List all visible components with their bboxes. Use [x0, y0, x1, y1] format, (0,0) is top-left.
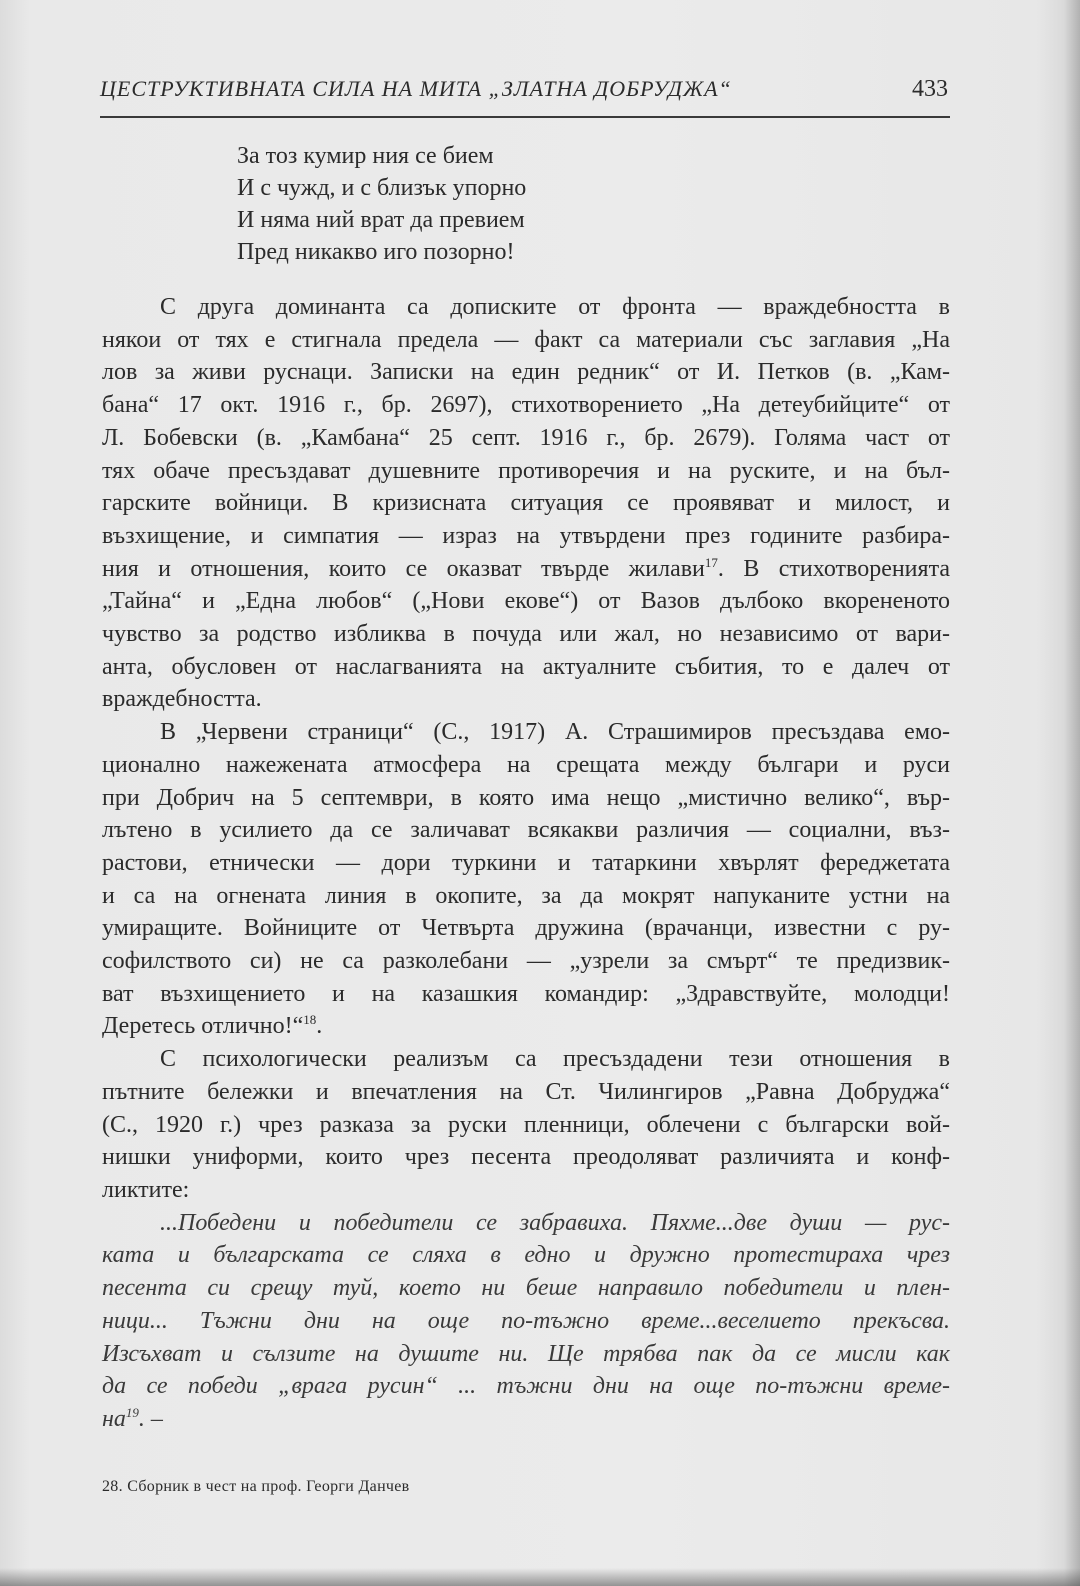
text-segment: ния и отношения, които се оказват твърде жилави — [102, 555, 705, 582]
text-line: враждебността. — [102, 686, 262, 713]
text-line: тях обаче пресъздават душевните противоречия и на руските, и на бъл- — [102, 457, 950, 484]
text-line: С друга доминанта са дописките от фронта — враждебността в — [160, 294, 950, 320]
text-line — [102, 553, 950, 586]
text-segment: на — [102, 1405, 126, 1432]
text-segment: . — [316, 1013, 323, 1040]
text-line: софилството си) не са разколебани — „узрели за смърт“ те предизвик- — [102, 948, 950, 975]
paragraph-2 — [102, 716, 950, 1043]
text-line: умиращите. Войниците от Четвърта дружина (врачанци, известни с ру- — [102, 915, 950, 942]
verse-line: И с чужд, и с близък упорно — [237, 175, 527, 201]
text-line: С психологически реализъм са пресъздадени тези отношения в — [160, 1046, 950, 1073]
running-header — [100, 72, 950, 118]
text-line: пътните бележки и впечатления на Ст. Чилингиров „Равна Добруджа“ — [102, 1078, 950, 1105]
text-line — [102, 1010, 950, 1043]
text-line: бана“ 17 окт. 1916 г., бр. 2697), стихотворението „На детеубийците“ от — [102, 392, 950, 419]
text-segment: . – — [138, 1405, 163, 1432]
footnote-ref-17: 17 — [704, 554, 718, 570]
quote-line: ката и българската се сляха в едно и дружно протестираха чрез — [102, 1242, 950, 1269]
body-text — [102, 291, 950, 1436]
footnote-ref-18: 18 — [303, 1012, 317, 1028]
quote-line — [102, 1403, 950, 1436]
text-line: гарските войници. В кризисната ситуация се проявяват и милост, и — [102, 490, 950, 517]
text-line: ционално нажежената атмосфера на срещата между българи и руси — [102, 751, 950, 778]
verse-stanza — [237, 140, 526, 268]
paragraph-1 — [102, 291, 950, 716]
text-line: лов за живи руснаци. Записки на един редник“ от И. Петков (в. „Кам- — [102, 359, 950, 386]
page-number: 433 — [912, 76, 948, 102]
page-bottom-shadow — [0, 1568, 1080, 1586]
text-line: чувство за родство избликва в почуда или жал, но независимо от вари- — [102, 621, 950, 648]
verse-line: Пред никакво иго позорно! — [237, 239, 515, 265]
paragraph-3 — [102, 1043, 950, 1207]
quote-line: ...Победени и победители се забравиха. Пяхме...две души — рус- — [160, 1209, 950, 1236]
verse-line: За тоз кумир ния се бием — [237, 143, 494, 169]
quote-line: песента си срещу туй, което ни беше направило победители и плен- — [102, 1275, 950, 1302]
text-line: ват възхищението и на казашкия командир: „Здравствуйте, молодци! — [102, 980, 950, 1007]
page-spine-shadow — [1064, 0, 1080, 1586]
running-title: ЦЕСТРУКТИВНАТА СИЛА НА МИТА „ЗЛАТНА ДОБРУДЖА“ — [100, 76, 732, 101]
quote-line: да се победи „врага русин“ ... тъжни дни на още по-тъжни време- — [102, 1373, 950, 1400]
text-line: и са на огнената линия в окопите, за да мокрят напуканите устни на — [102, 882, 950, 909]
footnote-ref-19: 19 — [125, 1404, 139, 1420]
text-line: лътено в усилието да се заличават всякакви различия — социални, въз- — [102, 817, 950, 844]
signature-footer: 28. Сборник в чест на проф. Георги Данчев — [102, 1478, 410, 1495]
text-line: анта, обусловен от наслагванията на актуалните събития, то е далеч от — [102, 653, 950, 680]
quote-line: Изсъхват и сълзите на душите ни. Ще трябва пак да се мисли как — [102, 1340, 950, 1367]
verse-line: И няма ний врат да превием — [237, 207, 525, 233]
text-line: ликтите: — [102, 1176, 190, 1203]
text-line: някои от тях е стигнала предела — факт са материали със заглавия „На — [102, 326, 950, 353]
text-line: растови, етнически — дори туркини и татаркини хвърлят фереджетата — [102, 849, 950, 876]
text-line: нишки униформи, които чрез песента преодоляват различията и конф- — [102, 1144, 950, 1171]
text-segment: . В стихотворенията — [717, 555, 951, 582]
text-line: „Тайна“ и „Една любов“ („Нови екове“) от Вазов дълбоко вкорененото — [102, 588, 950, 615]
text-segment: Деретесь отлично!“ — [102, 1013, 304, 1040]
text-line: при Добрич на 5 септември, в която има нещо „мистично велико“, вър- — [102, 784, 950, 811]
quote-line: ници... Тъжни дни на още по-тъжно време...веселието прекъсва. — [102, 1307, 950, 1334]
text-line: В „Червени страници“ (С., 1917) А. Страшимиров пресъздава емо- — [160, 719, 950, 746]
quotation-block — [102, 1207, 950, 1436]
text-line: Л. Бобевски (в. „Камбана“ 25 септ. 1916 г., бр. 2679). Голяма част от — [102, 424, 950, 451]
text-line: възхищение, и симпатия — израз на утвърдени през годините разбира- — [102, 522, 950, 549]
text-line: (С., 1920 г.) чрез разказа за руски пленници, облечени с български вой- — [102, 1111, 950, 1138]
